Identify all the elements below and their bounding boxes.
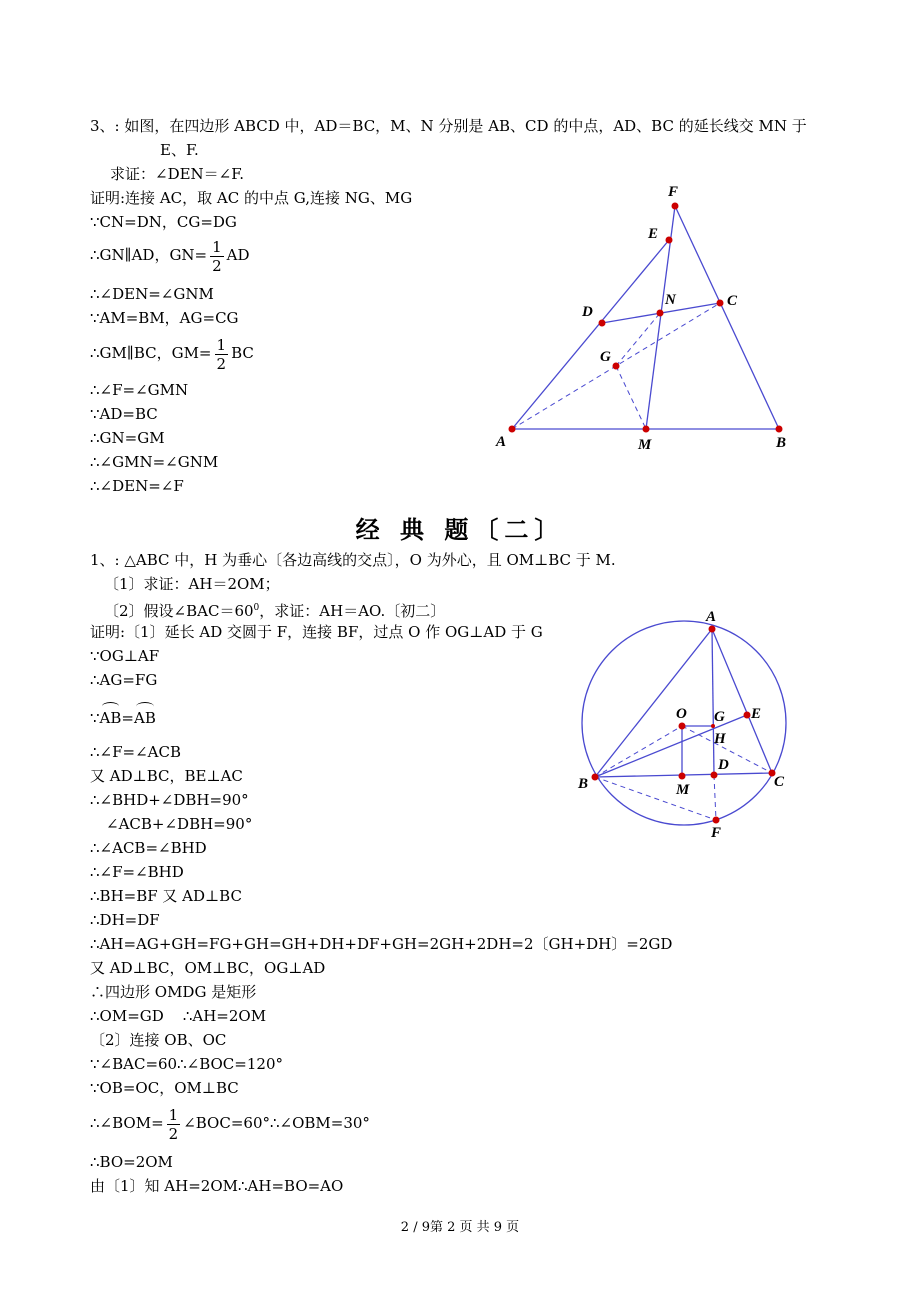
proof-line: ∴∠F=∠BHD bbox=[90, 863, 184, 881]
q2-superscript: 0 bbox=[253, 603, 260, 613]
label-m: M bbox=[638, 437, 652, 453]
dashed-df bbox=[714, 775, 716, 820]
proof-line: ∴AH=AG+GH=FG+GH=GH+DH+DF+GH=2GH+2DH=2〔GH+DH〕=2GD bbox=[90, 935, 673, 953]
proof-line: 证明:〔1〕延长 AD 交圆于 F，连接 BF，过点 O 作 OG⊥AD 于 G bbox=[90, 623, 543, 641]
fraction-numerator: 1 bbox=[212, 237, 222, 256]
proof-line: ∴AG=FG bbox=[90, 671, 158, 689]
proof-text: BC bbox=[231, 344, 254, 362]
label-g: G bbox=[714, 709, 725, 725]
arc-ab: AB bbox=[133, 709, 156, 727]
label-f: F bbox=[711, 825, 722, 841]
label-c: C bbox=[774, 774, 785, 790]
q2-text-end: ，求证：AH＝AO.〔初二〕 bbox=[259, 602, 446, 620]
fraction-denominator: 2 bbox=[216, 354, 227, 373]
problem1-statement: 1、: △ABC 中，H 为垂心〔各边高线的交点〕，O 为外心，且 OM⊥BC 于 M. bbox=[90, 551, 616, 569]
proof-line: ∴∠BHD+∠DBH=90° bbox=[90, 791, 249, 809]
proof-line: 证明:连接 AC，取 AC 的中点 G,连接 NG、MG bbox=[90, 189, 413, 207]
proof-line: 又 AD⊥BC，OM⊥BC，OG⊥AD bbox=[90, 959, 326, 977]
arc-equals: = bbox=[121, 709, 134, 727]
fraction-numerator: 1 bbox=[216, 335, 227, 354]
fraction-denominator: 2 bbox=[212, 256, 222, 275]
proof-text: ∴∠BOM= bbox=[90, 1114, 164, 1132]
point-b bbox=[592, 774, 599, 781]
proof-text: ∠BOC=60°∴∠OBM=30° bbox=[183, 1114, 370, 1132]
proof-line: ∴BH=BF 又 AD⊥BC bbox=[90, 887, 242, 905]
proof-line: ∴∠DEN=∠GNM bbox=[90, 285, 214, 303]
label-a: A bbox=[496, 434, 507, 450]
arc-prefix: ∵ bbox=[90, 709, 100, 727]
problem3-statement-line1: 3、: 如图，在四边形 ABCD 中，AD＝BC，M、N 分别是 AB、CD 的中点，AD、BC 的延长线交 MN 于 bbox=[90, 117, 807, 135]
proof-line: ∴DH=DF bbox=[90, 911, 160, 929]
proof-line: ∵CN=DN，CG=DG bbox=[90, 213, 237, 231]
segment-ad bbox=[712, 629, 714, 775]
label-n: N bbox=[665, 292, 676, 308]
proof-line: ∴∠ACB=∠BHD bbox=[90, 839, 207, 857]
point-e bbox=[744, 712, 751, 719]
proof-line: ∵AM=BM，AG=CG bbox=[90, 309, 239, 327]
proof-line: ∴∠DEN=∠F bbox=[90, 477, 184, 495]
label-g: G bbox=[600, 349, 611, 365]
label-m: M bbox=[676, 782, 690, 798]
label-f: F bbox=[668, 184, 679, 200]
segment-ac bbox=[712, 629, 772, 773]
dashed-ob bbox=[595, 726, 682, 777]
proof-line: ∵∠BAC=60∴∠BOC=120° bbox=[90, 1055, 283, 1073]
proof-line: ∴OM=GD ∴AH=2OM bbox=[90, 1007, 267, 1025]
q2-text: 〔2〕假设∠BAC＝60 bbox=[104, 602, 254, 620]
proof-line: ∴∠GMN=∠GNM bbox=[90, 453, 219, 471]
proof-line: ∵OB=OC，OM⊥BC bbox=[90, 1079, 239, 1097]
point-o bbox=[679, 723, 686, 730]
proof-line: ∴BO=2OM bbox=[90, 1153, 173, 1171]
problem3-statement-line2: E、F. bbox=[160, 141, 199, 159]
label-h: H bbox=[714, 731, 726, 747]
point-m bbox=[679, 773, 686, 780]
label-b: B bbox=[776, 435, 787, 451]
page-footer: 2 / 9第 2 页 共 9 页 bbox=[400, 1220, 520, 1235]
point-a bbox=[709, 626, 716, 633]
proof-line: ∴∠F=∠GMN bbox=[90, 381, 189, 399]
dashed-bf bbox=[595, 777, 716, 820]
point-d bbox=[711, 772, 718, 779]
proof-line: 又 AD⊥BC，BE⊥AC bbox=[90, 767, 243, 785]
proof-line: ∵AD=BC bbox=[90, 405, 158, 423]
label-d: D bbox=[582, 304, 593, 320]
problem1-q1: 〔1〕求证：AH＝2OM； bbox=[104, 575, 280, 593]
section-title: 经 典 题〔二〕 bbox=[355, 516, 565, 544]
point-f bbox=[713, 817, 720, 824]
proof-line: ∠ACB+∠DBH=90° bbox=[106, 815, 253, 833]
proof-line: ∴GN=GM bbox=[90, 429, 165, 447]
label-d: D bbox=[718, 757, 729, 773]
arc-ab: AB bbox=[99, 709, 122, 727]
proof-line: 〔2〕连接 OB、OC bbox=[90, 1031, 227, 1049]
label-o: O bbox=[676, 706, 687, 722]
segment-ab bbox=[595, 629, 712, 777]
proof-line: ∵OG⊥AF bbox=[90, 647, 160, 665]
proof-text: AD bbox=[226, 246, 250, 264]
problem3-prove: 求证：∠DEN＝∠F. bbox=[110, 165, 245, 183]
proof-text: ∴GN∥AD，GN= bbox=[90, 246, 208, 264]
fraction-denominator: 2 bbox=[168, 1124, 179, 1143]
proof-line: ∴四边形 OMDG 是矩形 bbox=[90, 983, 257, 1001]
fraction-numerator: 1 bbox=[168, 1105, 179, 1124]
proof-line: ∴∠F=∠ACB bbox=[90, 743, 181, 761]
label-e: E bbox=[648, 226, 659, 242]
label-a: A bbox=[706, 609, 717, 625]
proof-text: ∴GM∥BC，GM= bbox=[90, 344, 212, 362]
label-c: C bbox=[727, 293, 738, 309]
label-e: E bbox=[751, 706, 762, 722]
proof-line: 由〔1〕知 AH=2OM∴AH=BO=AO bbox=[90, 1177, 344, 1195]
label-b: B bbox=[578, 776, 589, 792]
